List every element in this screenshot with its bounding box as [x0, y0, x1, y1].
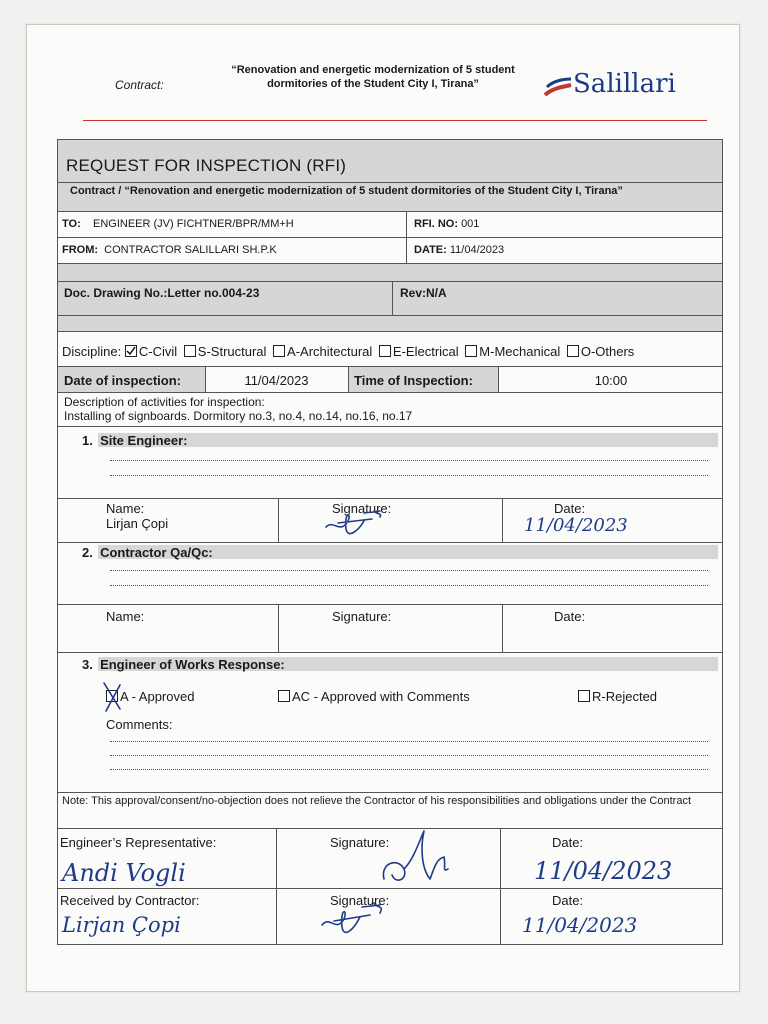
- engineer-rep-row: [57, 829, 723, 889]
- checkbox-rejected[interactable]: [578, 690, 590, 702]
- discipline-architectural: A-Architectural: [287, 344, 373, 359]
- discipline-row: [57, 332, 723, 367]
- date-of-inspection-label: Date of inspection:: [64, 373, 182, 388]
- doc-drawing-row: [57, 282, 723, 316]
- contractor-qa-date-label: Date:: [554, 609, 586, 624]
- site-engineer-name: Lirjan Çopi: [106, 516, 169, 531]
- contractor-qa-signature-label: Signature:: [332, 609, 392, 624]
- checkbox-civil[interactable]: [125, 345, 137, 357]
- date-value: 11/04/2023: [449, 244, 505, 256]
- checkbox-architectural[interactable]: [273, 345, 285, 357]
- header-rule: [83, 120, 707, 121]
- contractor-qa-section: [57, 543, 723, 605]
- contractor-qa-heading: 2. Contractor Qa/Qc:: [82, 545, 213, 560]
- engineer-rep-date: 11/04/2023: [534, 857, 673, 885]
- engineer-rep-label: Engineer’s Representative:: [60, 835, 217, 850]
- doc-drawing: Doc. Drawing No.:Letter no.004-23: [64, 286, 260, 300]
- date-label: DATE:: [414, 244, 447, 256]
- description-label: Description of activities for inspection:: [64, 395, 265, 409]
- received-signature-label: Signature:: [330, 893, 390, 908]
- option-approved-with-comments[interactable]: AC - Approved with Comments: [278, 689, 470, 704]
- to-value: ENGINEER (JV) FICHTNER/BPR/MM+H: [92, 218, 294, 230]
- checkbox-electrical[interactable]: [379, 345, 391, 357]
- site-engineer-heading: 1. Site Engineer:: [82, 433, 188, 448]
- from-row: [57, 238, 723, 264]
- time-of-inspection-value: 10:00: [594, 373, 628, 388]
- engineer-rep-date-label: Date:: [552, 835, 584, 850]
- logo-text: Salillari: [573, 69, 676, 99]
- disclaimer-note: Note: This approval/consent/no-objection does not relieve the Contractor of his responsibilities and obligations under the Contract: [62, 795, 691, 807]
- discipline-structural: S-Structural: [197, 344, 267, 359]
- received-date: 11/04/2023: [522, 913, 638, 937]
- checkbox-others[interactable]: [567, 345, 579, 357]
- discipline-others: O-Others: [580, 344, 635, 359]
- rfi-no-label: RFI. NO:: [414, 218, 458, 230]
- engineer-rep-signature-label: Signature:: [330, 835, 390, 850]
- form-title-bar: [57, 139, 723, 183]
- spacer-band-2: [57, 316, 723, 332]
- discipline-mechanical: M-Mechanical: [479, 344, 561, 359]
- description-row: [57, 393, 723, 427]
- contract-line: Contract / “Renovation and energetic modernization of 5 student dormitories of the Student City I, Tirana”: [70, 185, 623, 197]
- logo-mark-icon: [541, 75, 573, 105]
- from-label: FROM:: [62, 244, 99, 256]
- received-row: [57, 889, 723, 945]
- contract-label: Contract:: [115, 78, 164, 92]
- checkbox-mechanical[interactable]: [465, 345, 477, 357]
- checkbox-structural[interactable]: [184, 345, 196, 357]
- engineer-response-section: [57, 653, 723, 793]
- site-engineer-signature-label: Signature:: [332, 501, 392, 516]
- from-value: CONTRACTOR SALILLARI SH.P.K: [104, 244, 277, 256]
- engineer-rep-signature: [374, 829, 464, 889]
- document-page: [26, 24, 740, 992]
- discipline-label: Discipline:: [62, 344, 122, 359]
- inspection-time-row: [57, 367, 723, 393]
- comments-label: Comments:: [106, 717, 173, 732]
- company-logo: [541, 69, 701, 109]
- contract-row: [57, 183, 723, 212]
- site-engineer-date: 11/04/2023: [524, 515, 628, 536]
- revision: Rev:N/A: [400, 286, 447, 300]
- received-signature: [314, 901, 404, 943]
- discipline-electrical: E-Electrical: [392, 344, 459, 359]
- received-label: Received by Contractor:: [60, 893, 200, 908]
- project-title: “Renovation and energetic modernization of 5 student dormitories of the Student City I, Tirana”: [231, 64, 515, 90]
- to-row: [57, 212, 723, 238]
- checkbox-approved-with-comments[interactable]: [278, 690, 290, 702]
- spacer-band: [57, 264, 723, 282]
- received-name: Lirjan Çopi: [62, 913, 181, 937]
- date-of-inspection-value: 11/04/2023: [244, 373, 309, 388]
- contractor-qa-name-label: Name:: [106, 609, 145, 624]
- contractor-qa-sign-row: [57, 605, 723, 653]
- option-approved[interactable]: A - Approved: [106, 689, 194, 704]
- site-engineer-signature: [320, 507, 400, 541]
- discipline-group: [62, 344, 634, 359]
- rfi-no-value: 001: [461, 218, 480, 230]
- discipline-civil: C-Civil: [138, 344, 178, 359]
- to-label: TO:: [62, 218, 81, 230]
- site-engineer-section: [57, 427, 723, 499]
- time-of-inspection-label: Time of Inspection:: [354, 373, 473, 388]
- form-title: REQUEST FOR INSPECTION (RFI): [66, 156, 347, 175]
- approved-check-mark: [102, 681, 124, 713]
- option-rejected[interactable]: R-Rejected: [578, 689, 657, 704]
- engineer-rep-name: Andi Vogli: [62, 859, 186, 887]
- site-engineer-date-label: Date:: [554, 501, 586, 516]
- engineer-response-heading: 3. Engineer of Works Response:: [82, 657, 285, 672]
- received-date-label: Date:: [552, 893, 584, 908]
- site-engineer-sign-row: [57, 499, 723, 543]
- note-row: [57, 793, 723, 829]
- site-engineer-name-label: Name:: [106, 501, 145, 516]
- description-value: Installing of signboards. Dormitory no.3, no.4, no.14, no.16, no.17: [64, 409, 413, 423]
